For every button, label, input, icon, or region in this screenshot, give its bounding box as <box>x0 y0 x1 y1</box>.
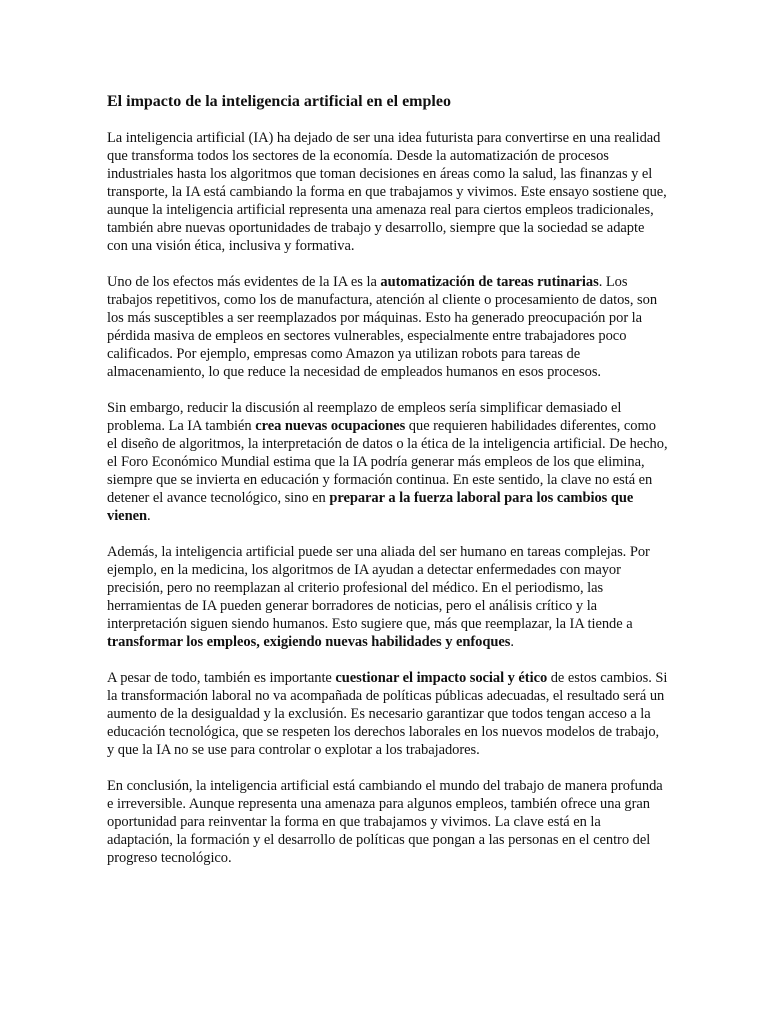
bold-phrase: cuestionar el impacto social y ético <box>335 670 548 686</box>
text-run: . <box>510 634 514 650</box>
text-run: La inteligencia artificial (IA) ha dejado de ser una idea futurista para convertirse en una realidad que transforma todos los sectores de la economía. Desde la automatización de procesos industriales hasta los algoritmos que toman decisiones en áreas como la salud, las finanzas y el transporte, la IA está cambiando la forma en que trabajamos y vivimos. Este ensayo sostiene que, aunque la inteligencia artificial representa una amenaza real para ciertos empleos tradicionales, también abre nuevas oportunidades de trabajo y desarrollo, siempre que la sociedad se adapte con una visión ética, inclusiva y formativa. <box>107 130 667 254</box>
bold-phrase: automatización de tareas rutinarias <box>380 274 599 290</box>
paragraph-2 <box>107 273 668 381</box>
paragraph-6 <box>107 777 668 867</box>
text-run: de estos cambios. Si la transformación laboral no va acompañada de políticas públicas adecuadas, el resultado será un aumento de la desigualdad y la exclusión. Es necesario garantizar que todos tengan acceso a la educación tecnológica, que se respeten los derechos laborales en los nuevos modelos de trabajo, y que la IA no se use para controlar o explotar a los trabajadores. <box>107 670 668 758</box>
text-run: . Los trabajos repetitivos, como los de manufactura, atención al cliente o procesamiento de datos, son los más susceptibles a ser reemplazados por máquinas. Esto ha generado preocupación por la pérdida masiva de empleos en sectores vulnerables, especialmente entre trabajadores poco calificados. Por ejemplo, empresas como Amazon ya utilizan robots para tareas de almacenamiento, lo que reduce la necesidad de empleados humanos en esos procesos. <box>107 274 658 380</box>
paragraph-4 <box>107 543 668 651</box>
text-run: A pesar de todo, también es importante <box>107 670 336 686</box>
paragraph-5 <box>107 669 668 759</box>
text-run: . <box>146 508 151 524</box>
document-title: El impacto de la inteligencia artificial en el empleo <box>107 93 451 110</box>
text-run: que requieren habilidades diferentes, como el diseño de algoritmos, la interpretación de datos o la ética de la inteligencia artificial. De hecho, el Foro Económico Mundial estima que la IA podría generar más empleos de los que elimina, siempre que se invierta en educación y formación continua. En este sentido, la clave no está en detener el avance tecnológico, sino en <box>107 418 668 506</box>
document-body <box>107 129 668 867</box>
text-run: Uno de los efectos más evidentes de la IA es la <box>107 274 381 290</box>
bold-phrase: preparar a la fuerza laboral para los cambios que vienen <box>107 490 634 524</box>
text-run: Sin embargo, reducir la discusión al reemplazo de empleos sería simplificar demasiado el problema. La IA también <box>107 400 622 434</box>
paragraph-3 <box>107 399 668 525</box>
bold-phrase: transformar los empleos, exigiendo nuevas habilidades y enfoques <box>107 634 511 650</box>
text-run: Además, la inteligencia artificial puede ser una aliada del ser humano en tareas complejas. Por ejemplo, en la medicina, los algoritmos de IA ayudan a detectar enfermedades con mayor precisión, pero no reemplazan al criterio profesional del médico. En el periodismo, las herramientas de IA pueden generar borradores de noticias, pero el análisis crítico y la interpretación siguen siendo humanos. Esto sugiere que, más que reemplazar, la IA tiende a <box>107 544 650 632</box>
text-run: En conclusión, la inteligencia artificial está cambiando el mundo del trabajo de manera profunda e irreversible. Aunque representa una amenaza para algunos empleos, también ofrece una gran oportunidad para reinventar la forma en que trabajamos y vivimos. La clave está en la adaptación, la formación y el desarrollo de políticas que pongan a las personas en el centro del progreso tecnológico. <box>107 778 663 866</box>
bold-phrase: crea nuevas ocupaciones <box>255 418 406 434</box>
paragraph-1 <box>107 129 668 255</box>
